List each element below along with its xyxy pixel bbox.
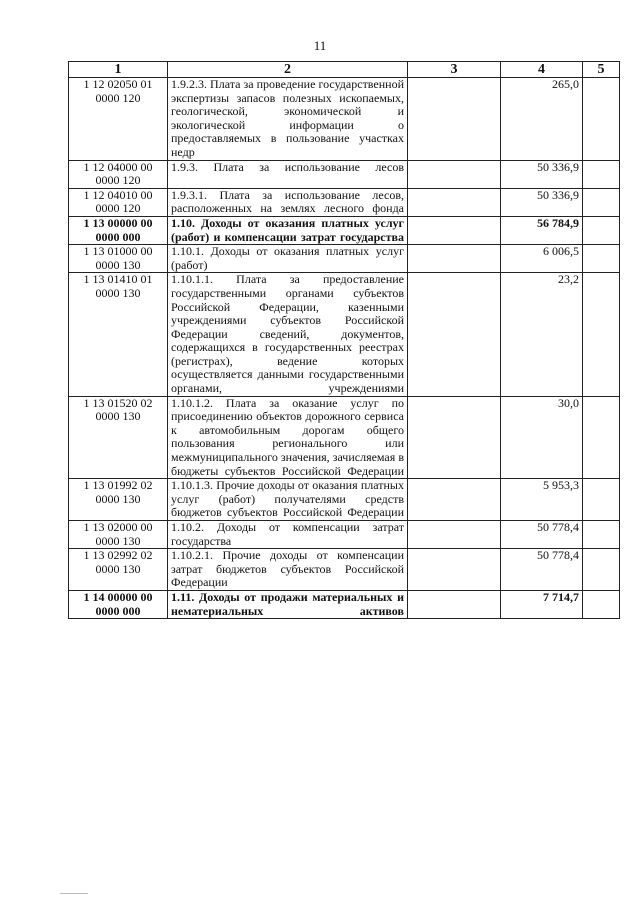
budget-code-cell: 1 13 01992 02 0000 130 [69,479,168,521]
item-name-cell: 1.10.1.1. Плата за предоставление государственными органами субъектов Российской Федерации, казенными учреждениями субъектов Российской Федерации сведений, документов, содержащихся в государственных реестрах (регистрах), ведение которых осуществляется данными государственными органами, учреждениями [168,273,408,396]
amount-cell: 50 778,4 [501,521,583,549]
col3-cell [408,273,501,396]
budget-code-cell: 1 12 04010 00 0000 120 [69,188,168,216]
item-name-cell: 1.10. Доходы от оказания платных услуг (работ) и компенсации затрат государства [168,216,408,244]
item-name-cell: 1.9.3.1. Плата за использование лесов, расположенных на землях лесного фонда [168,188,408,216]
table-header-row [69,62,620,78]
table-row [69,396,620,479]
col5-cell [583,188,620,216]
budget-code-cell: 1 13 01000 00 0000 130 [69,245,168,273]
item-name-cell: 1.9.2.3. Плата за проведение государственной экспертизы запасов полезных ископаемых, геологической, экономической и экологической информации о предоставляемых в пользование участках недр [168,78,408,161]
col3-cell [408,78,501,161]
col5-cell [583,78,620,161]
table-row [69,273,620,396]
col5-cell [583,245,620,273]
amount-cell: 56 784,9 [501,216,583,244]
col5-cell [583,160,620,188]
table-row [69,78,620,161]
col5-cell [583,521,620,549]
col5-cell [583,216,620,244]
col3-cell [408,396,501,479]
amount-cell: 7 714,7 [501,590,583,618]
col3-cell [408,160,501,188]
col5-cell [583,479,620,521]
table-row [69,590,620,618]
header-col-4: 4 [501,62,583,78]
budget-table [68,61,620,619]
item-name-cell: 1.10.1.3. Прочие доходы от оказания платных услуг (работ) получателями средств бюджетов субъектов Российской Федерации [168,479,408,521]
item-name-cell: 1.10.1.2. Плата за оказание услуг по присоединению объектов дорожного сервиса к автомобильным дорогам общего пользования регионального или межмуниципального значения, зачисляемая в бюджеты субъектов Российской Федерации [168,396,408,479]
col3-cell [408,521,501,549]
col3-cell [408,216,501,244]
scan-mark [60,893,88,894]
amount-cell: 265,0 [501,78,583,161]
budget-code-cell: 1 13 02992 02 0000 130 [69,549,168,591]
table-row [69,521,620,549]
col3-cell [408,479,501,521]
col3-cell [408,188,501,216]
amount-cell: 50 336,9 [501,160,583,188]
col5-cell [583,273,620,396]
col3-cell [408,590,501,618]
amount-cell: 5 953,3 [501,479,583,521]
col3-cell [408,549,501,591]
budget-code-cell: 1 13 00000 00 0000 000 [69,216,168,244]
header-col-1: 1 [69,62,168,78]
page-number: 11 [313,38,327,53]
item-name-cell: 1.10.1. Доходы от оказания платных услуг (работ) [168,245,408,273]
col5-cell [583,396,620,479]
budget-code-cell: 1 12 04000 00 0000 120 [69,160,168,188]
amount-cell: 30,0 [501,396,583,479]
table-row [69,188,620,216]
header-col-5: 5 [583,62,620,78]
header-col-2: 2 [168,62,408,78]
table-row [69,479,620,521]
item-name-cell: 1.11. Доходы от продажи материальных и нематериальных активов [168,590,408,618]
item-name-cell: 1.10.2. Доходы от компенсации затрат государства [168,521,408,549]
amount-cell: 23,2 [501,273,583,396]
item-name-cell: 1.9.3. Плата за использование лесов [168,160,408,188]
table-row [69,549,620,591]
budget-code-cell: 1 12 02050 01 0000 120 [69,78,168,161]
budget-code-cell: 1 13 01410 01 0000 130 [69,273,168,396]
amount-cell: 50 778,4 [501,549,583,591]
amount-cell: 50 336,9 [501,188,583,216]
item-name-cell: 1.10.2.1. Прочие доходы от компенсации затрат бюджетов субъектов Российской Федерации [168,549,408,591]
amount-cell: 6 006,5 [501,245,583,273]
header-col-3: 3 [408,62,501,78]
budget-code-cell: 1 13 02000 00 0000 130 [69,521,168,549]
budget-code-cell: 1 14 00000 00 0000 000 [69,590,168,618]
table-row [69,216,620,244]
table-row [69,160,620,188]
col5-cell [583,549,620,591]
col3-cell [408,245,501,273]
budget-code-cell: 1 13 01520 02 0000 130 [69,396,168,479]
col5-cell [583,590,620,618]
table-row [69,245,620,273]
